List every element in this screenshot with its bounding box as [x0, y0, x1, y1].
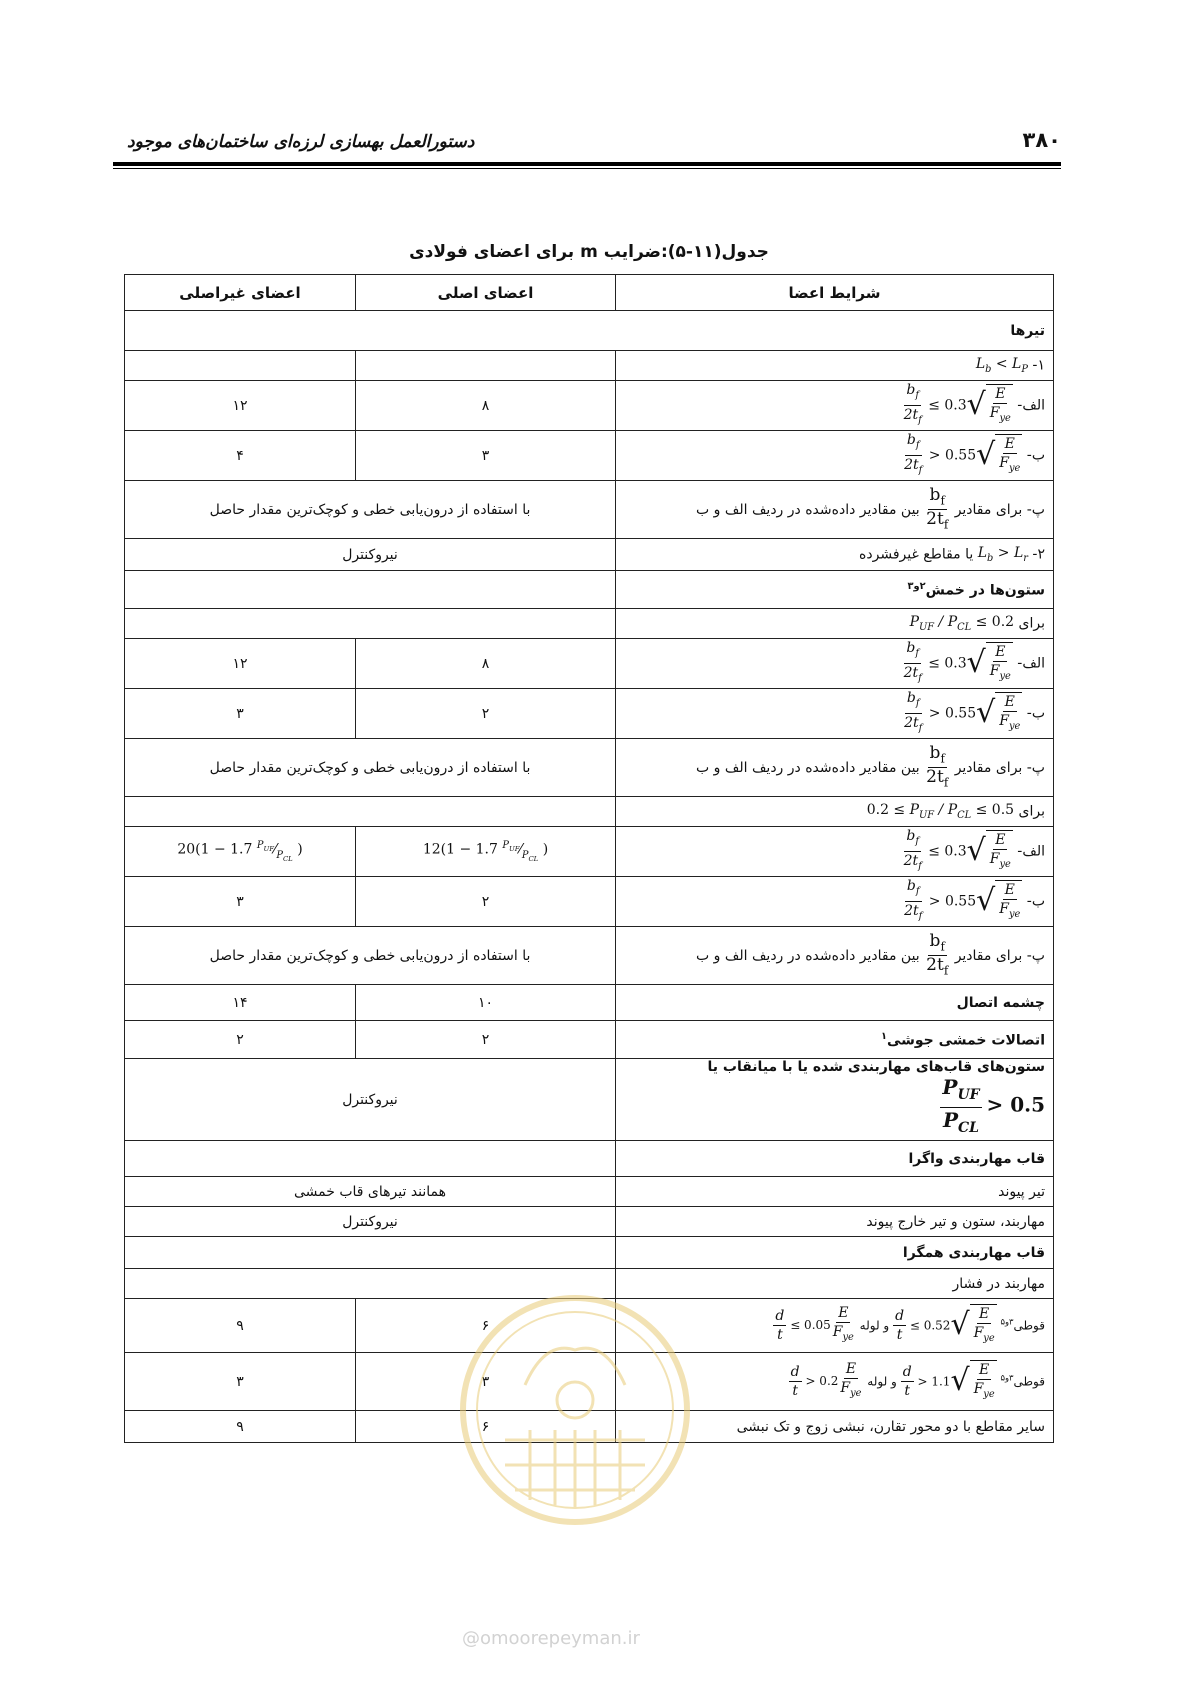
footnote-mark: ۳و۵ — [1000, 1372, 1014, 1382]
value-cell: نیروکنترل — [125, 1207, 616, 1237]
footnote-mark: ۳و۵ — [1000, 1316, 1014, 1326]
table-row — [125, 797, 1054, 827]
value-cell: ۳ — [356, 431, 616, 481]
formula-m-secondary: 20(1 − 1.7 $^{P_{UF}}⁄_{P_{CL}}$ ) — [177, 840, 303, 863]
section-cbf: قاب مهاربندی همگرا — [616, 1237, 1054, 1269]
row-label: ۱- — [1032, 357, 1045, 374]
table-row — [125, 639, 1054, 689]
row-label: الف- — [1017, 655, 1045, 672]
table-row — [125, 311, 1054, 351]
table-row — [125, 1021, 1054, 1059]
table-row — [125, 877, 1054, 927]
value-cell: نیروکنترل — [125, 539, 616, 571]
table-row — [125, 381, 1054, 431]
table-row — [125, 1207, 1054, 1237]
formula-pipe-compact: $\frac{d}{t}$ ≤ 0.05 $\frac{E}{F_{ye}}$ — [775, 1305, 854, 1343]
row-label: مهاربند در فشار — [616, 1269, 1054, 1299]
value-cell: ۹ — [125, 1299, 356, 1353]
header-rule — [113, 162, 1061, 166]
row-label: قوطی — [1013, 1374, 1045, 1388]
row-label: ۲- — [1032, 546, 1045, 563]
table-header-row — [125, 275, 1054, 311]
formula-puf-gt-05: $\frac{P_{UF}}{P_{CL}}$ > 0.5 — [942, 1075, 1045, 1136]
value-cell: ۹ — [125, 1411, 356, 1443]
footnote-mark: ۱ — [880, 1030, 887, 1042]
value-cell: ۱۲ — [125, 381, 356, 431]
value-cell: ۸ — [356, 381, 616, 431]
formula-lb-gt-lr: $L_b > L_r$ — [977, 545, 1028, 564]
value-cell: ۳ — [125, 689, 356, 739]
table-row — [125, 351, 1054, 381]
formula-slender: $\frac{b_f}{2t_f}$ > 0.55 √ $\frac{E}{F_{ye}}$ — [904, 432, 1021, 476]
row-label: بین مقادیر داده‌شده در ردیف الف و ب — [696, 501, 920, 518]
value-cell: با استفاده از درون‌یابی خطی و کوچک‌ترین مقدار حاصل — [125, 481, 616, 539]
value-cell: ۳ — [125, 877, 356, 927]
table-row — [125, 1141, 1054, 1177]
row-label: پ- برای مقادیر — [954, 759, 1045, 776]
table-row — [125, 689, 1054, 739]
row-label: بین مقادیر داده‌شده در ردیف الف و ب — [696, 947, 920, 964]
footnote-mark: ۲و۳ — [907, 580, 926, 592]
page-number: ۳۸۰ — [1022, 128, 1061, 152]
formula-box-slender: $\frac{d}{t}$ > 1.1 √ $\frac{E}{F_{ye}}$ — [901, 1360, 997, 1404]
table-caption: جدول(۱۱-۵):ضرایب m برای اعضای فولادی — [409, 242, 769, 262]
table-row — [125, 739, 1054, 797]
value-cell: همانند تیرهای قاب خمشی — [125, 1177, 616, 1207]
section-welded: اتصالات خمشی جوشی — [886, 1032, 1045, 1049]
row-label: الف- — [1017, 843, 1045, 860]
formula-m-primary: 12(1 − 1.7 $^{P_{UF}}⁄_{P_{CL}}$ ) — [422, 840, 549, 863]
formula-bf-2tf: $\frac{b_f}{2t_f}$ — [926, 742, 949, 790]
section-panel-zone: چشمه اتصال — [616, 985, 1054, 1021]
table-row — [125, 1059, 1054, 1141]
value-cell: ۱۲ — [125, 639, 356, 689]
watermark-url: @omoorepeyman.ir — [462, 1628, 640, 1649]
row-label: پ- برای مقادیر — [954, 501, 1045, 518]
formula-compact: $\frac{b_f}{2t_f}$ ≤ 0.3 √ $\frac{E}{F_{ye}}$ — [903, 640, 1011, 684]
value-cell: با استفاده از درون‌یابی خطی و کوچک‌ترین مقدار حاصل — [125, 739, 616, 797]
section-beams: تیرها — [125, 311, 1054, 351]
table-row — [125, 571, 1054, 609]
value-cell: ۲ — [356, 877, 616, 927]
value-cell: ۳ — [125, 1353, 356, 1411]
value-cell: با استفاده از درون‌یابی خطی و کوچک‌ترین مقدار حاصل — [125, 927, 616, 985]
value-cell: ۴ — [125, 431, 356, 481]
section-braced-columns: ستون‌های قاب‌های مهاربندی شده یا با میانقاب یا — [707, 1059, 1045, 1075]
table-row — [125, 609, 1054, 639]
formula-bf-2tf: $\frac{b_f}{2t_f}$ — [926, 930, 949, 978]
value-cell: ۱۴ — [125, 985, 356, 1021]
value-cell: ۲ — [356, 689, 616, 739]
book-title: دستورالعمل بهسازی لرزه‌ای ساختمان‌های موجود — [127, 132, 475, 152]
row-label: برای — [1018, 803, 1045, 820]
table-row — [125, 927, 1054, 985]
m-factor-table — [124, 274, 1054, 1443]
row-label: ب- — [1026, 447, 1045, 464]
section-ebf: قاب مهاربندی واگرا — [616, 1141, 1054, 1177]
row-label: پ- برای مقادیر — [954, 947, 1045, 964]
formula-lb-lt-lp: $L_b < L_P$ — [975, 356, 1028, 375]
value-cell: ۱۰ — [356, 985, 616, 1021]
formula-slender: $\frac{b_f}{2t_f}$ > 0.55 √ $\frac{E}{F_{ye}}$ — [904, 878, 1021, 922]
value-cell: ۶ — [356, 1299, 616, 1353]
watermark-seal-icon — [455, 1290, 695, 1530]
row-label: سایر مقاطع با دو محور تقارن، نبشی زوج و تک نبشی — [616, 1411, 1054, 1443]
table-row — [125, 481, 1054, 539]
table-row — [125, 539, 1054, 571]
row-label: و لوله — [859, 1318, 890, 1332]
row-label: تیر پیوند — [616, 1177, 1054, 1207]
row-label: قوطی — [1013, 1318, 1045, 1332]
table-row — [125, 431, 1054, 481]
value-cell: ۸ — [356, 639, 616, 689]
value-cell: ۳ — [356, 1353, 616, 1411]
formula-compact: $\frac{b_f}{2t_f}$ ≤ 0.3 √ $\frac{E}{F_{ye}}$ — [903, 828, 1011, 872]
header-primary: اعضای اصلی — [356, 275, 616, 311]
formula-puf-le-02: $P_{UF} / P_{CL} \le 0.2$ — [909, 614, 1015, 633]
value-cell: ۲ — [125, 1021, 356, 1059]
formula-bf-2tf: $\frac{b_f}{2t_f}$ — [926, 484, 949, 532]
row-label: و لوله — [867, 1374, 897, 1388]
row-label: بین مقادیر داده‌شده در ردیف الف و ب — [696, 759, 920, 776]
page-header — [113, 118, 1061, 168]
formula-slender: $\frac{b_f}{2t_f}$ > 0.55 √ $\frac{E}{F_{ye}}$ — [904, 690, 1021, 734]
header-secondary: اعضای غیراصلی — [125, 275, 356, 311]
table-row — [125, 1237, 1054, 1269]
row-label: برای — [1018, 615, 1045, 632]
formula-pipe-slender: $\frac{d}{t}$ > 0.2 $\frac{E}{F_{ye}}$ — [790, 1361, 862, 1399]
row-label: یا مقاطع غیرفشرده — [859, 546, 974, 563]
table-row — [125, 1177, 1054, 1207]
section-columns: ستون‌ها در خمش — [925, 582, 1045, 599]
header-rule-thin — [113, 168, 1061, 169]
row-label: مهاربند، ستون و تیر خارج پیوند — [616, 1207, 1054, 1237]
value-cell: ۶ — [356, 1411, 616, 1443]
row-label: ب- — [1026, 893, 1045, 910]
table-row — [125, 827, 1054, 877]
table-row — [125, 985, 1054, 1021]
formula-compact: $\frac{b_f}{2t_f}$ ≤ 0.3 √ $\frac{E}{F_{ye}}$ — [903, 382, 1011, 426]
header-condition: شرایط اعضا — [616, 275, 1054, 311]
formula-box-compact: $\frac{d}{t}$ ≤ 0.52 √ $\frac{E}{F_{ye}}$ — [893, 1304, 997, 1348]
value-cell: نیروکنترل — [125, 1059, 616, 1141]
value-cell: ۲ — [356, 1021, 616, 1059]
row-label: الف- — [1017, 397, 1045, 414]
formula-puf-range: $0.2 \le P_{UF} / P_{CL} \le 0.5$ — [866, 802, 1015, 821]
row-label: ب- — [1026, 705, 1045, 722]
